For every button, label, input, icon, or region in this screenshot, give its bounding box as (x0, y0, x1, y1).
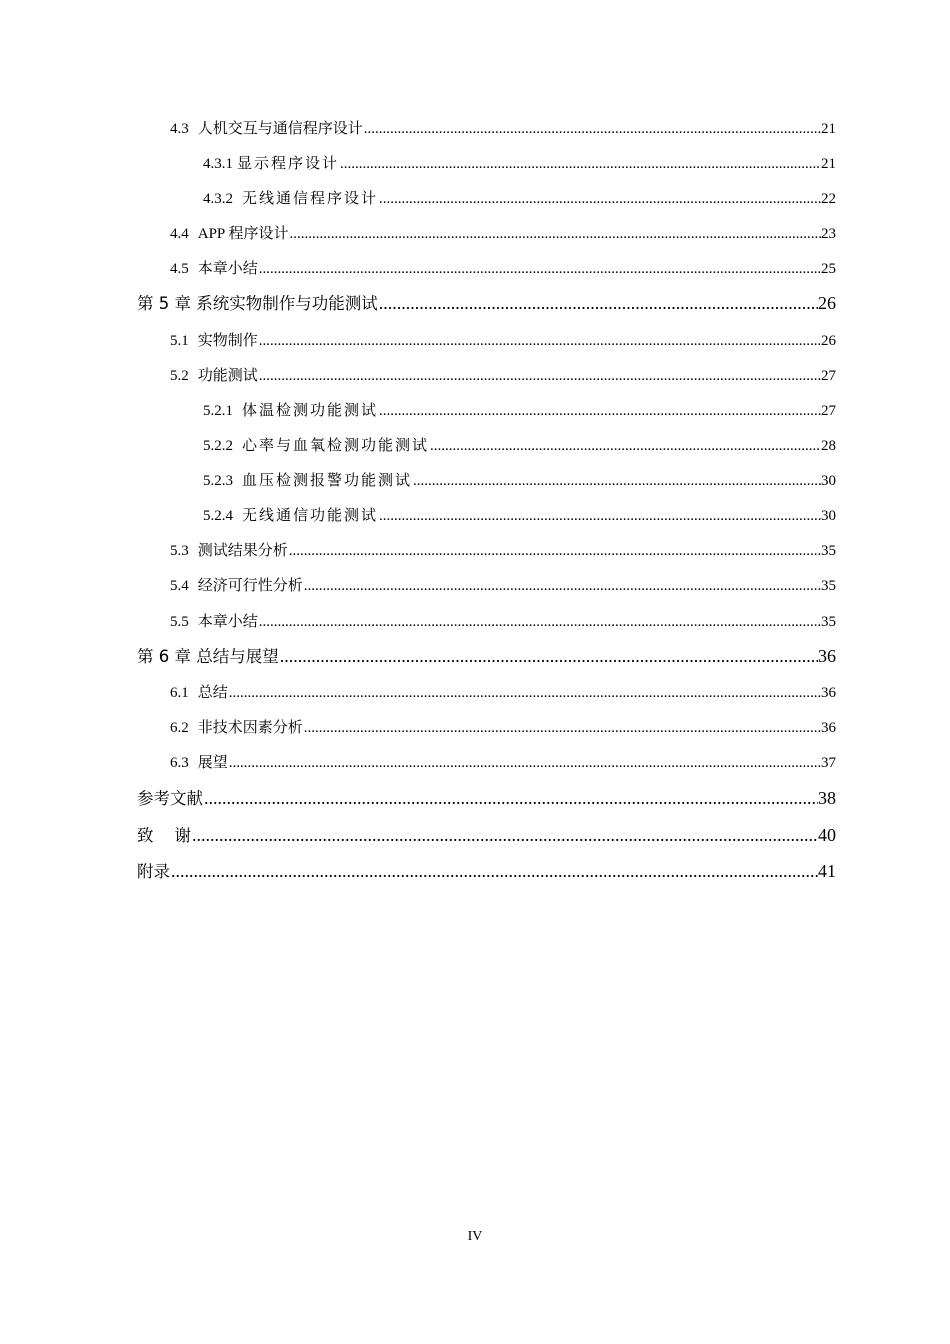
toc-entry-title: 体温检测功能测试 (242, 403, 379, 419)
dot-leader (229, 755, 821, 772)
toc-entry-title: 显示程序设计 (237, 156, 340, 172)
toc-entry-number: 4.3.1 (203, 156, 233, 172)
dot-leader (430, 438, 821, 455)
toc-entry-number: 5.2.4 (203, 508, 233, 524)
toc-entry-title: 总结 (197, 685, 228, 701)
toc-entry-page: 35 (821, 614, 836, 630)
toc-entry-title: 经济可行性分析 (197, 578, 303, 594)
toc-entry-4-5[interactable] (170, 257, 836, 278)
toc-entry-title: 血压检测报警功能测试 (242, 473, 413, 489)
toc-entry-5-2[interactable] (170, 364, 836, 385)
dot-leader (259, 614, 821, 631)
toc-entry-page: 28 (821, 438, 836, 454)
toc-entry-page: 36 (821, 720, 836, 736)
toc-entry-page: 27 (821, 368, 836, 384)
toc-entry-title: 人机交互与通信程序设计 (197, 121, 363, 137)
toc-entry-page: 36 (818, 646, 836, 666)
dot-leader (171, 861, 818, 882)
toc-entry-number: 5.2.3 (203, 473, 233, 489)
toc-entry-number: 6.3 (170, 755, 189, 771)
toc-entry-chapter-5[interactable] (137, 290, 836, 314)
dot-leader (413, 473, 821, 490)
toc-entry-page: 37 (821, 755, 836, 771)
toc-entry-number: 5.3 (170, 543, 189, 559)
toc-entry-page: 21 (821, 121, 836, 137)
toc-entry-page: 41 (818, 861, 836, 881)
toc-entry-page: 35 (821, 543, 836, 559)
toc-entry-chapter-6[interactable] (137, 643, 836, 667)
toc-entry-number: 5.2.2 (203, 438, 233, 454)
toc-entry-4-3-1[interactable] (203, 152, 836, 173)
toc-entry-page: 38 (818, 788, 836, 808)
toc-entry-number: 5.5 (170, 614, 189, 630)
toc-entry-title: 功能测试 (197, 368, 258, 384)
toc-entry-5-2-4[interactable] (203, 504, 836, 525)
toc-entry-6-2[interactable] (170, 716, 836, 737)
toc-entry-title: APP 程序设计 (197, 226, 289, 242)
toc-entry-title: 无线通信功能测试 (242, 508, 379, 524)
dot-leader (204, 788, 818, 809)
dot-leader (259, 368, 821, 385)
toc-entry-title: 参考文献 (137, 789, 203, 808)
toc-entry-page: 26 (818, 293, 836, 313)
toc-entry-6-3[interactable] (170, 751, 836, 772)
toc-entry-5-2-3[interactable] (203, 469, 836, 490)
dot-leader (340, 156, 821, 173)
dot-leader (379, 293, 818, 314)
toc-entry-page: 30 (821, 508, 836, 524)
dot-leader (364, 121, 821, 138)
toc-entry-5-5[interactable] (170, 610, 836, 631)
toc-entry-page: 36 (821, 685, 836, 701)
dot-leader (229, 685, 821, 702)
dot-leader (259, 261, 821, 278)
toc-entry-4-3[interactable] (170, 117, 836, 138)
toc-entry-number: 4.5 (170, 261, 189, 277)
toc-entry-title: 心率与血氧检测功能测试 (242, 438, 430, 454)
toc-entry-page: 21 (821, 156, 836, 172)
toc-entry-5-1[interactable] (170, 329, 836, 350)
toc-entry-6-1[interactable] (170, 681, 836, 702)
toc-entry-title: 附录 (137, 862, 170, 881)
toc-entry-title: 本章小结 (197, 614, 258, 630)
dot-leader (289, 226, 821, 243)
toc-entry-title: 第 5 章 系统实物制作与功能测试 (137, 294, 378, 313)
dot-leader (304, 578, 821, 595)
toc-entry-5-3[interactable] (170, 539, 836, 560)
toc-entry-number: 5.2.1 (203, 403, 233, 419)
toc-entry-page: 22 (821, 191, 836, 207)
toc-entry-title: 无线通信程序设计 (242, 191, 379, 207)
page-number: IV (467, 1229, 483, 1244)
toc-entry-number: 4.3 (170, 121, 189, 137)
toc-entry-number: 5.1 (170, 333, 189, 349)
dot-leader (379, 403, 821, 420)
dot-leader (379, 508, 821, 525)
toc-entry-title: 展望 (197, 755, 228, 771)
toc-entry-title: 非技术因素分析 (197, 720, 303, 736)
toc-entry-page: 30 (821, 473, 836, 489)
toc-entry-5-4[interactable] (170, 574, 836, 595)
toc-entry-4-3-2[interactable] (203, 187, 836, 208)
dot-leader (192, 825, 818, 846)
toc-entry-number: 4.4 (170, 226, 189, 242)
toc-entry-title: 测试结果分析 (197, 543, 288, 559)
toc-entry-number: 5.4 (170, 578, 189, 594)
toc-entry-acknowledgements[interactable] (137, 822, 836, 846)
toc-entry-number: 6.1 (170, 685, 189, 701)
toc-entry-page: 23 (821, 226, 836, 242)
dot-leader (259, 333, 821, 350)
toc-entry-title: 第 6 章 总结与展望 (137, 647, 279, 666)
toc-entry-4-4[interactable] (170, 222, 836, 243)
toc-entry-page: 26 (821, 333, 836, 349)
toc-entry-page: 35 (821, 578, 836, 594)
toc-entry-number: 6.2 (170, 720, 189, 736)
dot-leader (304, 720, 821, 737)
toc-entry-number: 4.3.2 (203, 191, 233, 207)
dot-leader (289, 543, 821, 560)
toc-entry-appendix[interactable] (137, 858, 836, 882)
dot-leader (379, 191, 821, 208)
toc-entry-page: 27 (821, 403, 836, 419)
toc-entry-5-2-2[interactable] (203, 434, 836, 455)
toc-entry-number: 5.2 (170, 368, 189, 384)
dot-leader (280, 646, 818, 667)
toc-entry-title: 本章小结 (197, 261, 258, 277)
toc-entry-5-2-1[interactable] (203, 399, 836, 420)
toc-entry-title: 实物制作 (197, 333, 258, 349)
toc-entry-page: 25 (821, 261, 836, 277)
toc-entry-references[interactable] (137, 785, 836, 809)
toc-entry-page: 40 (818, 825, 836, 845)
toc-entry-title: 致 谢 (137, 826, 191, 845)
